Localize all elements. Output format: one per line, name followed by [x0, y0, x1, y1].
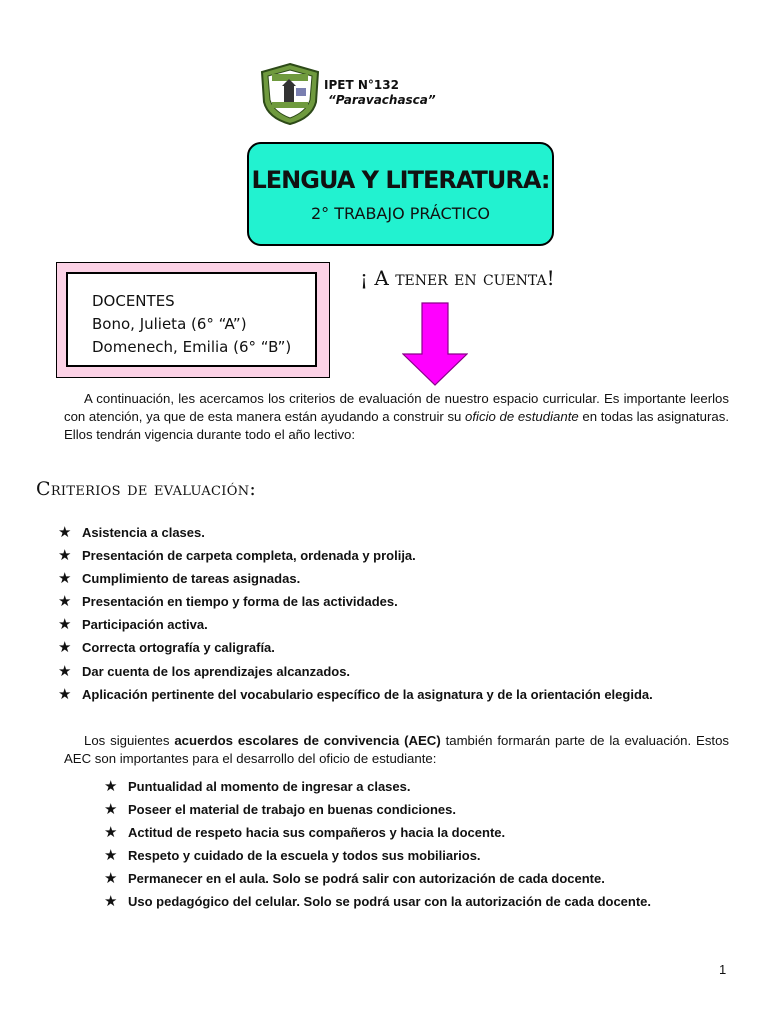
intro-text: A continuación, les acercamos los criterios de evaluación de nuestro espacio curricular. Es importante leerlos con atención, ya que de esta manera están ayudando a construir su	[64, 391, 729, 424]
list-item: ★ Poseer el material de trabajo en buenas condiciones.	[104, 801, 457, 819]
star-icon: ★	[104, 801, 118, 819]
aec-text-end: también formarán parte de la evaluación. Estos AEC son importantes para el desarrollo del oficio de estudiante:	[64, 733, 730, 766]
criteria-heading: Criterios de evaluación:	[36, 478, 257, 500]
page-title: LENGUA Y LITERATURA:	[251, 166, 550, 194]
school-crest-icon	[258, 62, 322, 126]
star-icon: ★	[58, 524, 72, 541]
star-icon: ★	[104, 778, 118, 795]
title-box	[247, 142, 554, 246]
arrow-down-icon	[402, 302, 468, 386]
page-subtitle: 2° TRABAJO PRÁCTICO	[311, 204, 490, 223]
list-item: ★ Asistencia a clases.	[58, 524, 205, 541]
criteria-list	[58, 524, 653, 709]
school-nickname: “Paravachasca”	[328, 93, 436, 107]
aec-text: Los siguientes	[84, 733, 175, 748]
star-icon: ★	[104, 870, 118, 888]
teacher-item: Domenech, Emilia (6° “B”)	[92, 338, 292, 356]
star-icon: ★	[58, 685, 72, 703]
list-item: ★ Dar cuenta de los aprendizajes alcanzados.	[58, 662, 351, 680]
aec-list	[104, 778, 651, 917]
teachers-box	[56, 262, 330, 378]
school-name: IPET N°132	[324, 78, 399, 92]
aec-paragraph	[64, 732, 729, 768]
intro-paragraph	[64, 390, 729, 444]
star-icon: ★	[104, 824, 118, 842]
teacher-item: Bono, Julieta (6° “A”)	[92, 315, 247, 333]
star-icon: ★	[58, 662, 72, 680]
aec-bold: acuerdos escolares de convivencia (AEC)	[174, 733, 441, 748]
teachers-inner-box	[66, 272, 317, 367]
star-icon: ★	[104, 893, 118, 911]
list-item: ★ Permanecer en el aula. Solo se podrá salir con autorización de cada docente.	[104, 870, 605, 888]
list-item: ★ Aplicación pertinente del vocabulario específico de la asignatura y de la orientación elegida.	[58, 685, 653, 703]
list-item: ★ Correcta ortografía y caligrafía.	[58, 639, 275, 657]
star-icon: ★	[58, 639, 72, 657]
star-icon: ★	[58, 593, 72, 611]
star-icon: ★	[58, 616, 72, 634]
list-item: ★ Cumplimiento de tareas asignadas.	[58, 570, 301, 588]
star-icon: ★	[58, 570, 72, 588]
intro-text-end: en todas las asignaturas. Ellos tendrán vigencia durante todo el año lectivo:	[64, 409, 729, 442]
star-icon: ★	[58, 547, 72, 565]
star-icon: ★	[104, 847, 118, 865]
list-item: ★ Uso pedagógico del celular. Solo se podrá usar con la autorización de cada docente.	[104, 893, 652, 911]
list-item: ★ Respeto y cuidado de la escuela y todos sus mobiliarios.	[104, 847, 481, 865]
teachers-heading: DOCENTES	[92, 292, 175, 310]
list-item: ★ Actitud de respeto hacia sus compañeros y hacia la docente.	[104, 824, 506, 842]
list-item: ★ Participación activa.	[58, 616, 208, 634]
list-item: ★ Presentación en tiempo y forma de las actividades.	[58, 593, 398, 611]
note-heading: ¡ A tener en cuenta!	[360, 266, 555, 290]
page-number: 1	[719, 962, 727, 977]
school-name-block	[324, 78, 436, 108]
list-item: ★ Puntualidad al momento de ingresar a clases.	[104, 778, 411, 795]
list-item: ★ Presentación de carpeta completa, ordenada y prolija.	[58, 547, 416, 565]
intro-italic: oficio de estudiante	[465, 409, 579, 424]
